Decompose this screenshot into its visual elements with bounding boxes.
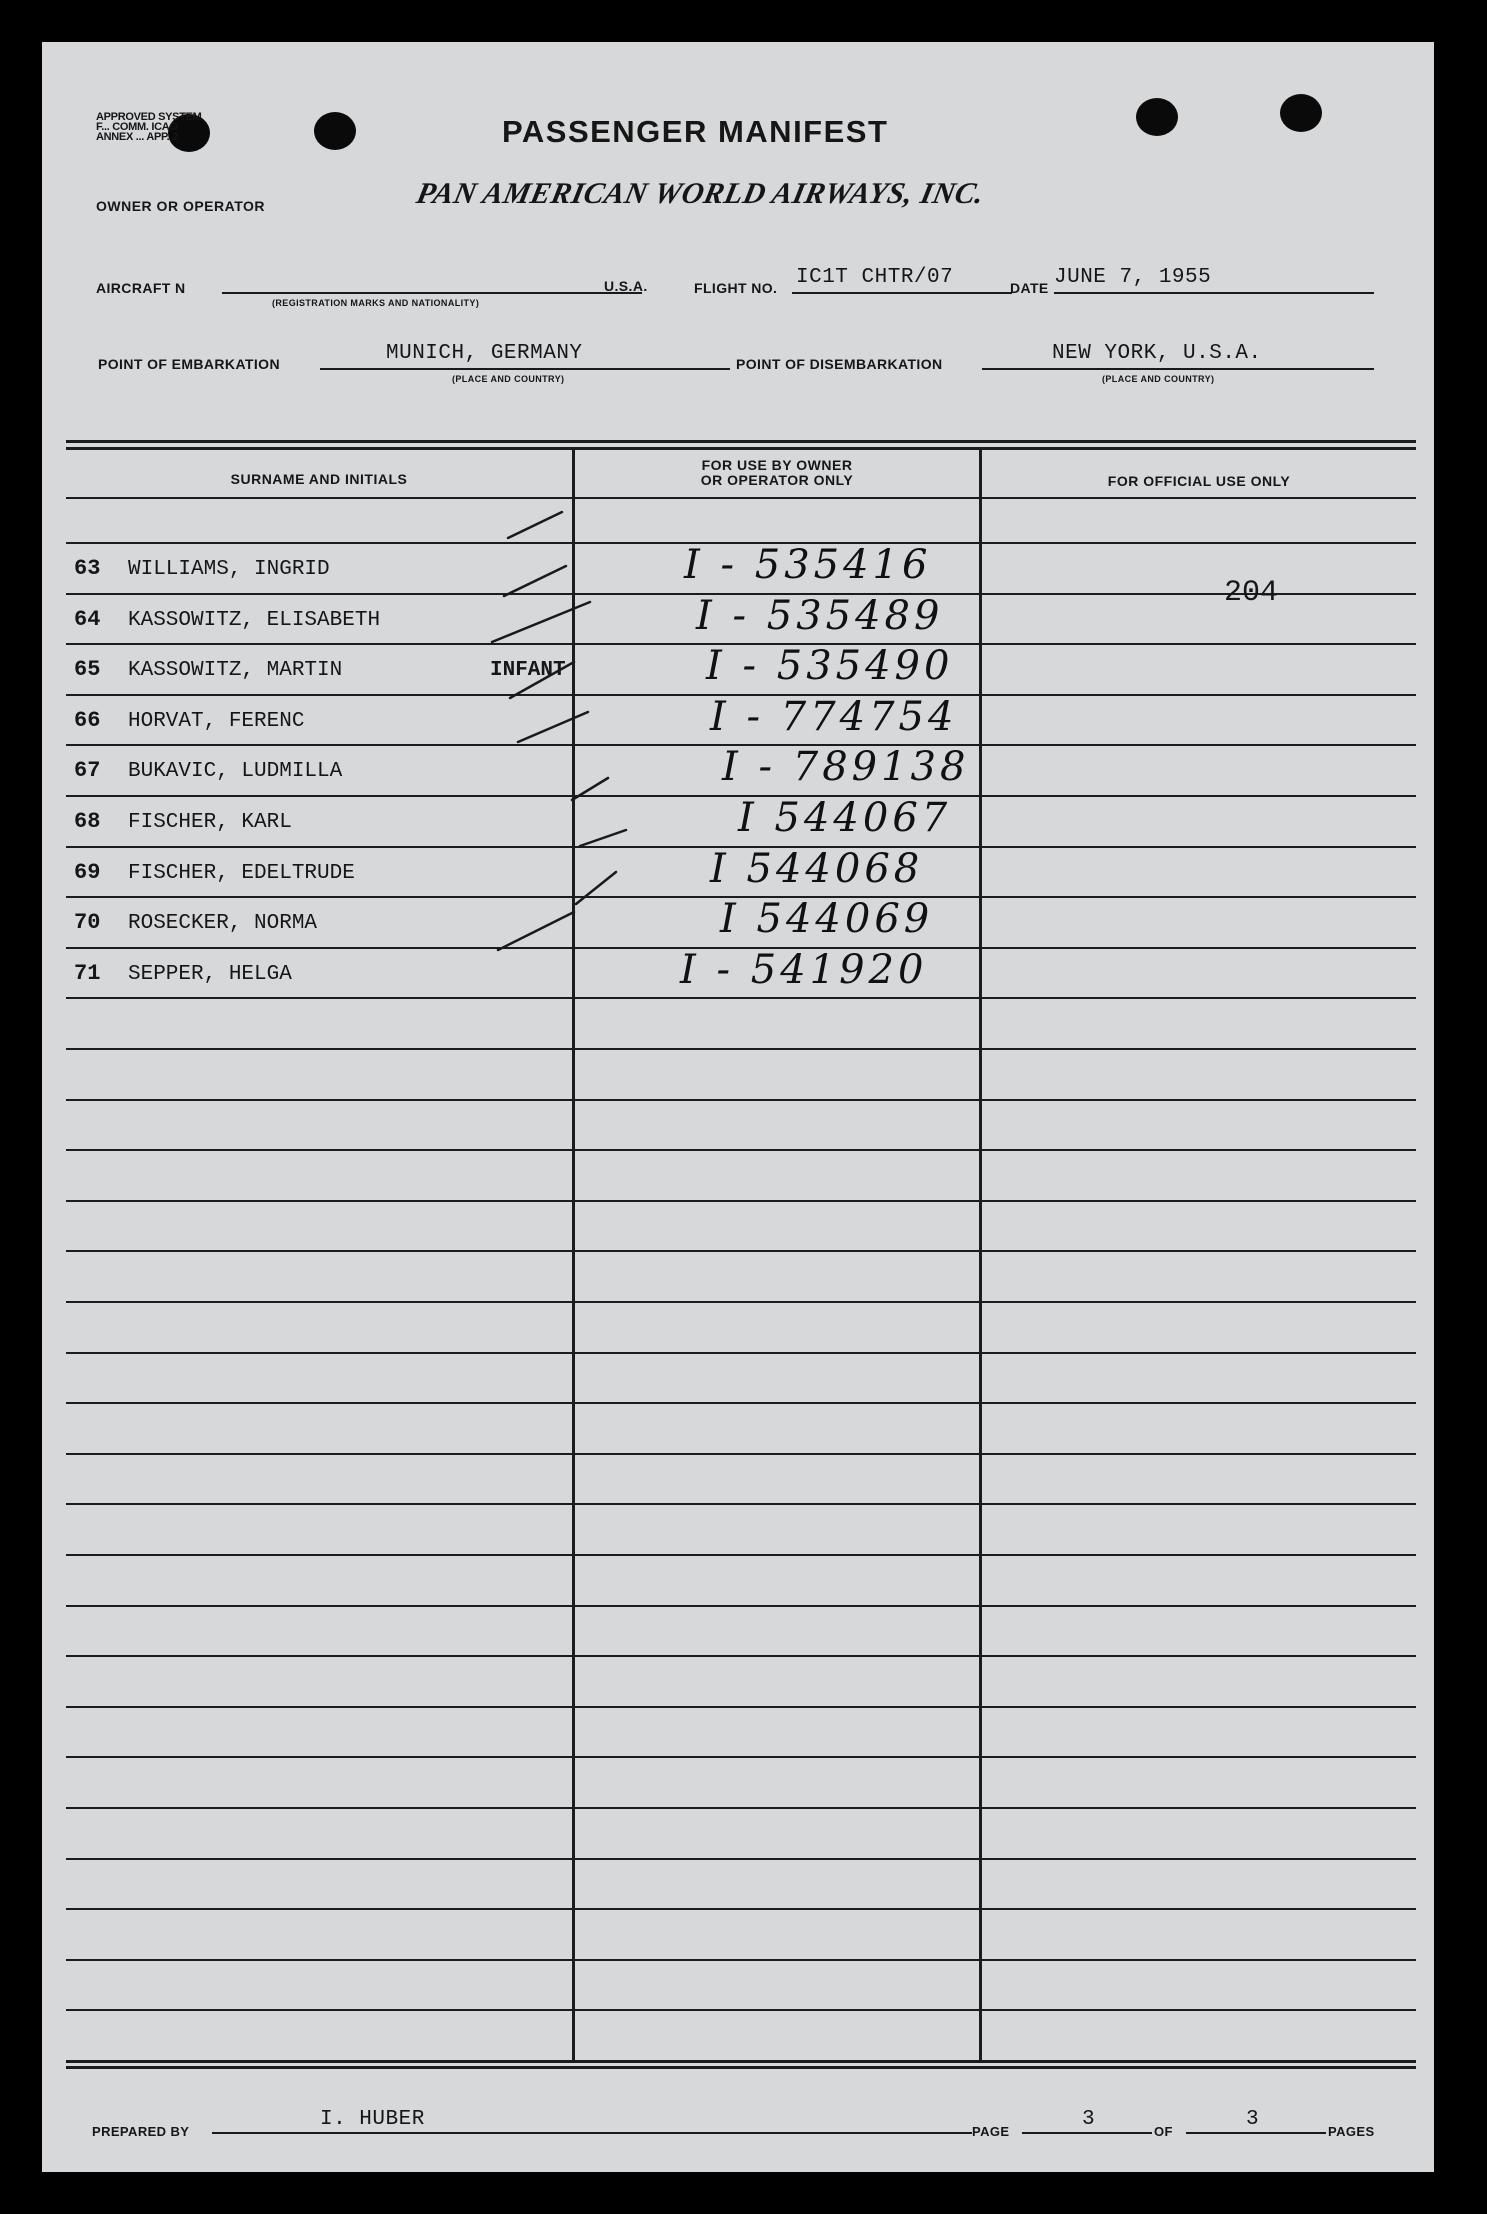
of-label: OF: [1154, 2124, 1173, 2139]
page-label: PAGE: [972, 2124, 1010, 2139]
passenger-name: KASSOWITZ, MARTIN: [128, 659, 343, 683]
prepared-by-label: PREPARED BY: [92, 2124, 190, 2139]
page-value: 3: [1082, 2108, 1096, 2131]
column-header-official: FOR OFFICIAL USE ONLY: [1107, 473, 1291, 489]
disembarkation-label: POINT OF DISEMBARKATION: [736, 356, 943, 372]
manifest-sheet: [42, 42, 1434, 2172]
passenger-number: 65: [74, 657, 101, 683]
tick-mark: [580, 830, 626, 846]
aircraft-label: AIRCRAFT N: [96, 280, 186, 296]
prepared-by-underline: [212, 2132, 972, 2134]
prepared-by-value: I. HUBER: [320, 2108, 425, 2131]
date-label: DATE: [1010, 280, 1049, 296]
passenger-name: FISCHER, EDELTRUDE: [128, 861, 355, 885]
passenger-document-code: I - 774754: [710, 693, 958, 740]
tick-mark: [492, 602, 590, 642]
passenger-name: SEPPER, HELGA: [128, 962, 292, 986]
passenger-document-code: I 544069: [720, 896, 934, 943]
of-underline: [1186, 2132, 1326, 2134]
tick-mark: [518, 712, 588, 742]
embarkation-label: POINT OF EMBARKATION: [98, 356, 280, 372]
passenger-document-code: I 544068: [710, 845, 924, 892]
table-bottom-rule: [66, 2066, 1416, 2069]
column-header-owner-use-line2: OR OPERATOR ONLY: [700, 472, 854, 488]
passenger-name: ROSECKER, NORMA: [128, 912, 318, 936]
passenger-document-code: I 544067: [738, 795, 952, 841]
passenger-number: 68: [74, 809, 101, 834]
column-header-owner-use-line1: FOR USE BY OWNER: [701, 457, 853, 473]
column-header-surname: SURNAME AND INITIALS: [230, 471, 408, 487]
passenger-document-code: I - 789138: [722, 744, 970, 791]
page-underline: [1022, 2132, 1152, 2134]
company-name: PAN AMERICAN WORLD AIRWAYS, INC.: [413, 177, 988, 210]
table-bottom-rule: [66, 2060, 1416, 2063]
passenger-name: WILLIAMS, INGRID: [128, 558, 330, 581]
passenger-document-code: I - 535489: [696, 592, 944, 639]
official-use-mark: 204: [1224, 576, 1279, 610]
passenger-number: 64: [74, 606, 101, 632]
passenger-number: 69: [74, 859, 101, 885]
approval-stamp: APPROVED SYSTEM F... COMM. ICAO ANNEX ... APP. 2: [96, 111, 202, 143]
disembarkation-caption: (PLACE AND COUNTRY): [1102, 374, 1215, 384]
embarkation-caption: (PLACE AND COUNTRY): [452, 374, 565, 384]
passenger-note: INFANT: [490, 659, 566, 683]
page-title: PASSENGER MANIFEST: [502, 114, 889, 149]
embarkation-value: MUNICH, GERMANY: [386, 342, 583, 365]
passenger-name: HORVAT, FERENC: [128, 709, 305, 733]
passenger-name: BUKAVIC, LUDMILLA: [128, 760, 343, 784]
disembarkation-value: NEW YORK, U.S.A.: [1052, 342, 1262, 365]
usa-label: U.S.A.: [604, 278, 648, 294]
passenger-name: FISCHER, KARL: [128, 811, 292, 834]
flight-no-value: IC1T CHTR/07: [796, 266, 954, 289]
passenger-number: 71: [74, 960, 101, 986]
passenger-document-code: I - 535490: [706, 643, 954, 690]
passenger-name: KASSOWITZ, ELISABETH: [128, 608, 381, 632]
of-value: 3: [1246, 2108, 1260, 2131]
tick-mark: [498, 912, 574, 950]
passenger-number: 67: [74, 758, 101, 784]
passenger-number: 63: [74, 556, 101, 581]
tick-mark: [508, 512, 562, 538]
tick-mark: [504, 566, 566, 596]
tick-mark: [572, 778, 608, 800]
pages-label: PAGES: [1328, 2124, 1375, 2139]
passenger-document-code: I - 535416: [684, 542, 932, 588]
tick-mark: [576, 872, 616, 904]
tick-marks: [42, 42, 1434, 2172]
passenger-document-code: I - 541920: [680, 946, 928, 993]
flight-no-label: FLIGHT NO.: [694, 280, 778, 296]
date-value: JUNE 7, 1955: [1054, 266, 1212, 289]
owner-label: OWNER OR OPERATOR: [96, 198, 265, 214]
registration-caption: (REGISTRATION MARKS AND NATIONALITY): [272, 298, 480, 308]
passenger-number: 70: [74, 910, 101, 936]
passenger-number: 66: [74, 707, 101, 733]
tick-mark: [510, 662, 574, 698]
